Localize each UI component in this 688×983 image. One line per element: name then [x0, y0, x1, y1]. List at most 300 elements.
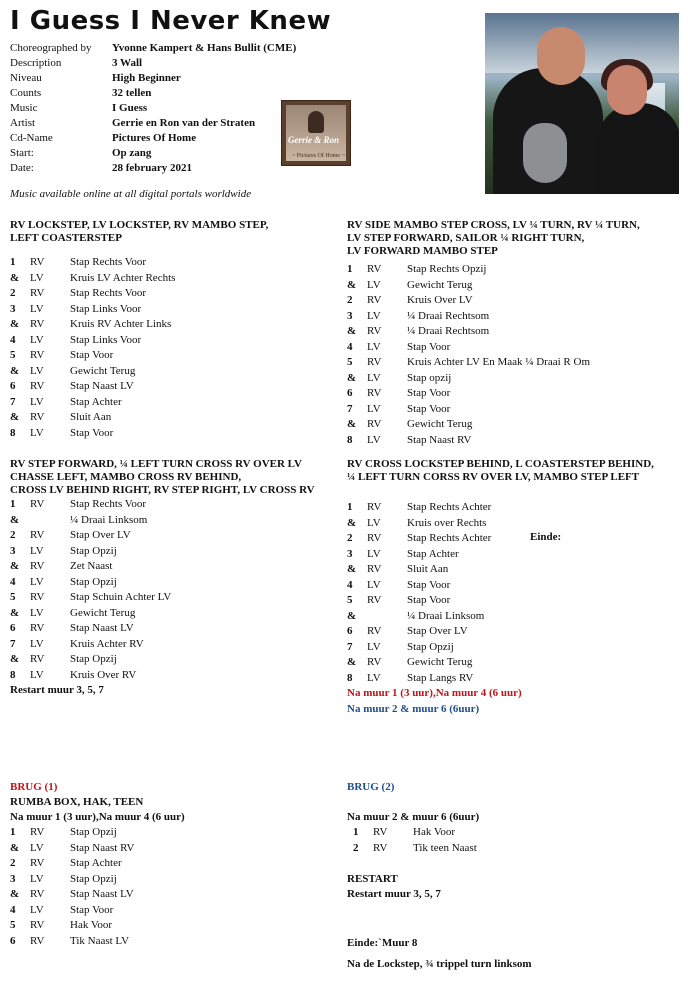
step-row — [10, 841, 340, 857]
step-row — [347, 433, 682, 449]
bridge-2-sub: Na muur 2 & muur 6 (6uur) — [347, 811, 480, 823]
step-row — [347, 355, 682, 371]
step-description: Kruis Over LV — [407, 294, 473, 306]
step-count: 5 — [347, 594, 353, 606]
step-foot: LV — [30, 606, 44, 619]
step-list — [10, 825, 340, 949]
step-row — [10, 934, 340, 950]
step-count: 2 — [347, 294, 353, 306]
step-count: & — [10, 888, 20, 900]
step-count: 3 — [347, 547, 353, 560]
step-count: 1 — [353, 826, 359, 838]
step-foot: RV — [367, 594, 382, 606]
step-description: Kruis Achter RV — [70, 637, 144, 650]
step-count: 1 — [10, 256, 16, 268]
step-description: Sluit Aan — [70, 411, 112, 423]
step-count: 3 — [10, 302, 16, 315]
step-row — [347, 386, 682, 402]
step-foot: RV — [367, 356, 382, 368]
step-foot: LV — [30, 872, 44, 885]
header-line: RV CROSS LOCKSTEP BEHIND, L COASTERSTEP BEHIND, — [347, 458, 654, 470]
step-list — [347, 500, 682, 686]
step-foot: RV — [373, 826, 388, 838]
step-count: & — [10, 653, 20, 665]
step-count: 1 — [347, 501, 353, 513]
meta-key: Counts — [10, 87, 42, 99]
step-count: 4 — [347, 340, 353, 353]
step-description: Stap Opzij — [407, 640, 454, 653]
step-count: 8 — [347, 671, 353, 684]
step-description: Stap Rechts Achter — [407, 501, 492, 513]
step-foot: LV — [30, 841, 44, 854]
step-foot: RV — [367, 625, 382, 637]
step-row — [347, 640, 682, 656]
cover-artist-text: Gerrie & Ron — [288, 135, 340, 145]
step-description: Stap Voor — [407, 387, 451, 399]
step-description: Stap Opzij — [70, 575, 117, 588]
step-count: 3 — [10, 544, 16, 557]
meta-value: I Guess — [112, 102, 148, 114]
step-row — [10, 918, 340, 934]
step-description: Stap Over LV — [70, 529, 131, 541]
step-description: Stap Links Voor — [70, 302, 142, 315]
step-description: Kruis Achter LV En Maak ¼ Draai R Om — [407, 356, 590, 368]
step-description: ¼ Draai Linksom — [70, 513, 148, 526]
step-count: 7 — [10, 637, 16, 650]
step-row — [347, 578, 682, 594]
step-count: 5 — [347, 356, 353, 368]
step-row — [10, 348, 340, 364]
meta-row — [10, 147, 296, 162]
step-count: 1 — [347, 263, 353, 275]
meta-key: Cd-Name — [10, 132, 53, 144]
step-foot: LV — [30, 903, 44, 916]
restart-text: Restart muur 3, 5, 7 — [347, 888, 441, 900]
header-line: LV STEP FORWARD, SAILOR ¼ RIGHT TURN, — [347, 232, 585, 244]
step-foot: RV — [367, 387, 382, 399]
step-description: Stap Links Voor — [70, 333, 142, 346]
meta-table — [10, 42, 296, 177]
step-row — [10, 286, 340, 302]
step-description: Stap Voor — [70, 903, 114, 916]
step-foot: LV — [30, 271, 44, 284]
step-foot: RV — [367, 563, 382, 575]
header-line: CROSS LV BEHIND RIGHT, RV STEP RIGHT, LV CROSS RV — [10, 484, 315, 496]
step-description: Kruis RV Achter Links — [70, 318, 172, 330]
step-foot: LV — [367, 340, 381, 353]
meta-value: 32 tellen — [112, 87, 152, 99]
step-description: Stap Opzij — [70, 544, 117, 557]
step-row — [10, 652, 345, 668]
header-line: LEFT COASTERSTEP — [10, 232, 122, 244]
step-foot: RV — [30, 256, 45, 268]
section-4 — [347, 458, 682, 718]
step-description: Stap Achter — [70, 857, 122, 869]
step-row — [10, 668, 345, 684]
step-foot: RV — [30, 934, 45, 947]
step-row — [10, 333, 340, 349]
step-description: Stap Rechts Achter — [407, 532, 492, 544]
step-row — [10, 302, 340, 318]
meta-row — [10, 132, 296, 147]
meta-row — [10, 87, 296, 102]
step-row — [10, 856, 340, 872]
step-foot: RV — [367, 656, 382, 668]
meta-key: Description — [10, 57, 62, 69]
step-count: 2 — [347, 532, 353, 544]
step-description: Stap Voor — [407, 594, 451, 606]
step-foot: LV — [367, 278, 381, 291]
step-count: 4 — [10, 903, 16, 916]
step-count: & — [347, 418, 357, 430]
step-row — [347, 593, 682, 609]
step-row — [10, 887, 340, 903]
step-row — [347, 516, 682, 532]
bridge-2-note: Na muur 2 & muur 6 (6uur) — [347, 703, 480, 715]
step-list — [347, 825, 677, 856]
meta-value: Op zang — [112, 147, 152, 159]
section-header — [347, 458, 682, 484]
step-foot: LV — [367, 309, 381, 322]
step-description: Kruis Over RV — [70, 668, 137, 681]
step-foot: LV — [30, 364, 44, 377]
step-description: Stap Schuin Achter LV — [70, 591, 172, 603]
step-count: & — [347, 371, 357, 384]
meta-row — [10, 72, 296, 87]
step-description: Hak Voor — [70, 919, 113, 931]
step-row — [10, 410, 340, 426]
step-row — [347, 609, 682, 625]
meta-value: High Beginner — [112, 72, 181, 84]
step-count: & — [347, 563, 357, 575]
step-count: 8 — [10, 668, 16, 681]
step-count: & — [10, 841, 20, 854]
step-count: 6 — [347, 625, 353, 637]
header-line: LV FORWARD MAMBO STEP — [347, 245, 498, 257]
step-row — [347, 500, 682, 516]
step-count: & — [347, 278, 357, 291]
bridge-1-sub: Na muur 1 (3 uur),Na muur 4 (6 uur) — [10, 811, 185, 823]
bridge-1 — [10, 780, 340, 949]
step-row — [10, 590, 345, 606]
step-description: Stap Naast LV — [70, 888, 134, 900]
step-count: 2 — [10, 287, 16, 299]
step-row — [347, 671, 682, 687]
step-count: & — [10, 606, 20, 619]
step-foot: RV — [367, 325, 382, 337]
step-foot: LV — [367, 371, 381, 384]
step-description: Stap Opzij — [70, 826, 117, 838]
step-count: 8 — [347, 433, 353, 446]
step-row — [10, 379, 340, 395]
step-row — [10, 271, 340, 287]
section-2 — [347, 219, 682, 448]
choreographers-photo — [485, 13, 679, 194]
meta-row — [10, 42, 296, 57]
step-foot: LV — [30, 544, 44, 557]
section-header — [10, 458, 345, 497]
meta-value: Gerrie en Ron van der Straten — [112, 117, 256, 129]
step-foot: RV — [30, 349, 45, 361]
step-row — [10, 364, 340, 380]
step-row — [10, 395, 340, 411]
step-description: Stap Rechts Opzij — [407, 263, 487, 275]
step-list — [10, 497, 345, 683]
step-count: & — [10, 364, 20, 377]
step-description: ¼ Draai Rechtsom — [407, 309, 490, 322]
step-count: & — [347, 516, 357, 529]
header-line: ¼ LEFT TURN CORSS RV OVER LV, MAMBO STEP LEFT — [347, 471, 640, 483]
step-count: 4 — [10, 333, 16, 346]
bridge-2-label: BRUG (2) — [347, 781, 395, 793]
step-row — [10, 513, 345, 529]
meta-value: 3 Wall — [112, 57, 143, 69]
step-foot: RV — [30, 498, 45, 510]
einde-text: Einde:`Muur 8 — [347, 937, 418, 949]
step-description: Stap opzij — [407, 371, 452, 384]
step-count: 6 — [10, 622, 16, 634]
step-description: Stap Voor — [70, 426, 114, 439]
step-count: 3 — [10, 872, 16, 885]
section-3 — [10, 458, 345, 698]
step-description: Stap Rechts Voor — [70, 287, 146, 299]
step-row — [10, 426, 340, 442]
step-row — [347, 371, 682, 387]
step-row — [347, 309, 682, 325]
header-line: CHASSE LEFT, MAMBO CROSS RV BEHIND, — [10, 471, 242, 483]
step-count: & — [347, 656, 357, 668]
step-row — [10, 637, 345, 653]
singer-figure — [308, 111, 324, 133]
meta-key: Niveau — [10, 72, 42, 84]
step-row — [10, 872, 340, 888]
step-description: Stap Voor — [407, 578, 451, 591]
step-foot: RV — [367, 294, 382, 306]
header-line: RV SIDE MAMBO STEP CROSS, LV ¼ TURN, RV ¼ TURN, — [347, 219, 640, 231]
step-count: & — [10, 271, 20, 284]
step-foot: LV — [30, 302, 44, 315]
step-row — [353, 825, 677, 841]
step-count: 6 — [10, 380, 16, 392]
page-title: I Guess I Never Knew — [10, 6, 332, 36]
meta-value: Pictures Of Home — [112, 132, 197, 144]
step-foot: RV — [367, 263, 382, 275]
step-row — [347, 417, 682, 433]
bridge-1-note: Na muur 1 (3 uur),Na muur 4 (6 uur) — [347, 687, 522, 699]
step-foot — [30, 513, 70, 529]
step-description: Hak Voor — [413, 826, 456, 838]
step-count: & — [10, 411, 20, 423]
step-foot: RV — [367, 501, 382, 513]
step-description: Stap Rechts Voor — [70, 256, 146, 268]
step-foot: LV — [367, 640, 381, 653]
step-count: & — [347, 609, 357, 622]
step-foot: RV — [30, 411, 45, 423]
step-description: Sluit Aan — [407, 563, 449, 575]
step-description: Stap Over LV — [407, 625, 468, 637]
step-description: Stap Opzij — [70, 653, 117, 665]
step-count: & — [10, 318, 20, 330]
step-description: Stap Naast LV — [70, 380, 134, 392]
step-count: & — [10, 560, 20, 572]
restart-label: RESTART — [347, 873, 398, 885]
meta-key: Choreographed by — [10, 42, 92, 54]
step-foot: RV — [373, 841, 388, 854]
step-description: Kruis over Rechts — [407, 516, 487, 529]
step-row — [347, 624, 682, 640]
step-row — [10, 825, 340, 841]
step-foot: LV — [367, 516, 381, 529]
step-description: Stap Achter — [407, 547, 459, 560]
step-foot: LV — [367, 671, 381, 684]
step-count: 5 — [10, 591, 16, 603]
step-description: Stap Opzij — [70, 872, 117, 885]
album-cover-image — [281, 100, 351, 166]
step-foot: LV — [367, 433, 381, 446]
step-row — [347, 655, 682, 671]
step-count: 1 — [10, 826, 16, 838]
meta-row — [10, 117, 296, 132]
step-count: & — [10, 513, 20, 526]
step-description: Stap Achter — [70, 395, 122, 408]
step-row — [10, 621, 345, 637]
step-foot: RV — [30, 857, 45, 869]
step-foot: RV — [30, 287, 45, 299]
meta-row — [10, 57, 296, 72]
step-row — [10, 317, 340, 333]
step-description: ¼ Draai Rechtsom — [407, 325, 490, 337]
step-foot — [367, 609, 407, 625]
step-foot: RV — [30, 529, 45, 541]
section-header — [347, 219, 682, 258]
step-row — [347, 262, 682, 278]
step-row — [10, 528, 345, 544]
step-count: 3 — [347, 309, 353, 322]
meta-row — [10, 102, 296, 117]
step-foot: LV — [30, 333, 44, 346]
step-foot: RV — [30, 622, 45, 634]
step-count: 7 — [10, 395, 16, 408]
step-row — [10, 903, 340, 919]
step-row — [353, 841, 677, 857]
step-row — [347, 293, 682, 309]
step-count: 5 — [10, 349, 16, 361]
step-row — [10, 606, 345, 622]
step-foot: RV — [30, 888, 45, 900]
step-description: Gewicht Terug — [70, 606, 136, 619]
step-foot: RV — [30, 591, 45, 603]
step-row — [10, 497, 345, 513]
step-count: 6 — [347, 387, 353, 399]
meta-value: 28 february 2021 — [112, 162, 193, 174]
step-description: Stap Rechts Voor — [70, 498, 146, 510]
cover-title-text: ~ Pictures Of Home ~ — [292, 153, 345, 159]
header-line: RV STEP FORWARD, ¼ LEFT TURN CROSS RV OVER LV — [10, 458, 302, 470]
step-description: Stap Langs RV — [407, 671, 474, 684]
step-list — [10, 255, 340, 441]
step-description: Gewicht Terug — [70, 364, 136, 377]
step-count: 2 — [10, 857, 16, 869]
step-description: Gewicht Terug — [407, 656, 473, 668]
step-description: Kruis LV Achter Rechts — [70, 271, 176, 284]
section-1 — [10, 219, 340, 441]
step-row — [10, 559, 345, 575]
step-description: Stap Naast RV — [70, 841, 135, 854]
availability-note: Music available online at all digital portals worldwide — [10, 188, 252, 200]
step-description: Zet Naast — [70, 560, 113, 572]
step-foot: LV — [30, 637, 44, 650]
restart-note: Restart muur 3, 5, 7 — [10, 684, 104, 696]
step-description: Gewicht Terug — [407, 418, 473, 430]
step-count: 8 — [10, 426, 16, 439]
step-foot: RV — [30, 560, 45, 572]
header-line: RV LOCKSTEP, LV LOCKSTEP, RV MAMBO STEP, — [10, 219, 269, 231]
step-foot: RV — [367, 418, 382, 430]
step-row — [347, 278, 682, 294]
meta-key: Date: — [10, 162, 34, 174]
meta-key: Start: — [10, 147, 34, 159]
step-row — [347, 562, 682, 578]
step-description: Stap Naast LV — [70, 622, 134, 634]
bridge-1-header: RUMBA BOX, HAK, TEEN — [10, 796, 144, 808]
step-row — [10, 255, 340, 271]
bridge-2 — [347, 780, 677, 972]
step-count: 5 — [10, 919, 16, 931]
step-foot: LV — [367, 578, 381, 591]
step-count: 4 — [347, 578, 353, 591]
step-row — [10, 575, 345, 591]
step-count: 7 — [347, 402, 353, 415]
step-description: Tik teen Naast — [413, 841, 477, 854]
step-foot: LV — [30, 395, 44, 408]
step-row — [347, 531, 682, 547]
step-list — [347, 262, 682, 448]
final-text: Na de Lockstep, ¾ trippel turn linksom — [347, 958, 532, 970]
step-foot: RV — [30, 919, 45, 931]
step-description: Gewicht Terug — [407, 278, 473, 291]
step-foot: LV — [30, 668, 44, 681]
meta-key: Artist — [10, 117, 36, 129]
einde-label: Einde: — [530, 531, 562, 543]
step-row — [347, 402, 682, 418]
step-foot: RV — [30, 318, 45, 330]
step-count: 1 — [10, 498, 16, 510]
step-description: ¼ Draai Linksom — [407, 609, 485, 622]
step-description: Stap Voor — [70, 349, 114, 361]
step-row — [347, 324, 682, 340]
step-description: Stap Voor — [407, 402, 451, 415]
step-foot: RV — [367, 532, 382, 544]
step-row — [347, 340, 682, 356]
step-foot: LV — [367, 402, 381, 415]
step-description: Stap Voor — [407, 340, 451, 353]
step-foot: RV — [30, 380, 45, 392]
step-foot: LV — [30, 575, 44, 588]
meta-key: Music — [10, 102, 38, 114]
step-count: 6 — [10, 934, 16, 947]
bridge-1-label: BRUG (1) — [10, 781, 58, 793]
step-foot: LV — [367, 547, 381, 560]
meta-row — [10, 162, 296, 177]
step-count: 7 — [347, 640, 353, 653]
step-row — [10, 544, 345, 560]
step-foot: RV — [30, 826, 45, 838]
meta-value: Yvonne Kampert & Hans Bullit (CME) — [112, 42, 297, 54]
step-foot: LV — [30, 426, 44, 439]
step-description: Stap Naast RV — [407, 433, 472, 446]
step-foot: RV — [30, 653, 45, 665]
step-count: 4 — [10, 575, 16, 588]
